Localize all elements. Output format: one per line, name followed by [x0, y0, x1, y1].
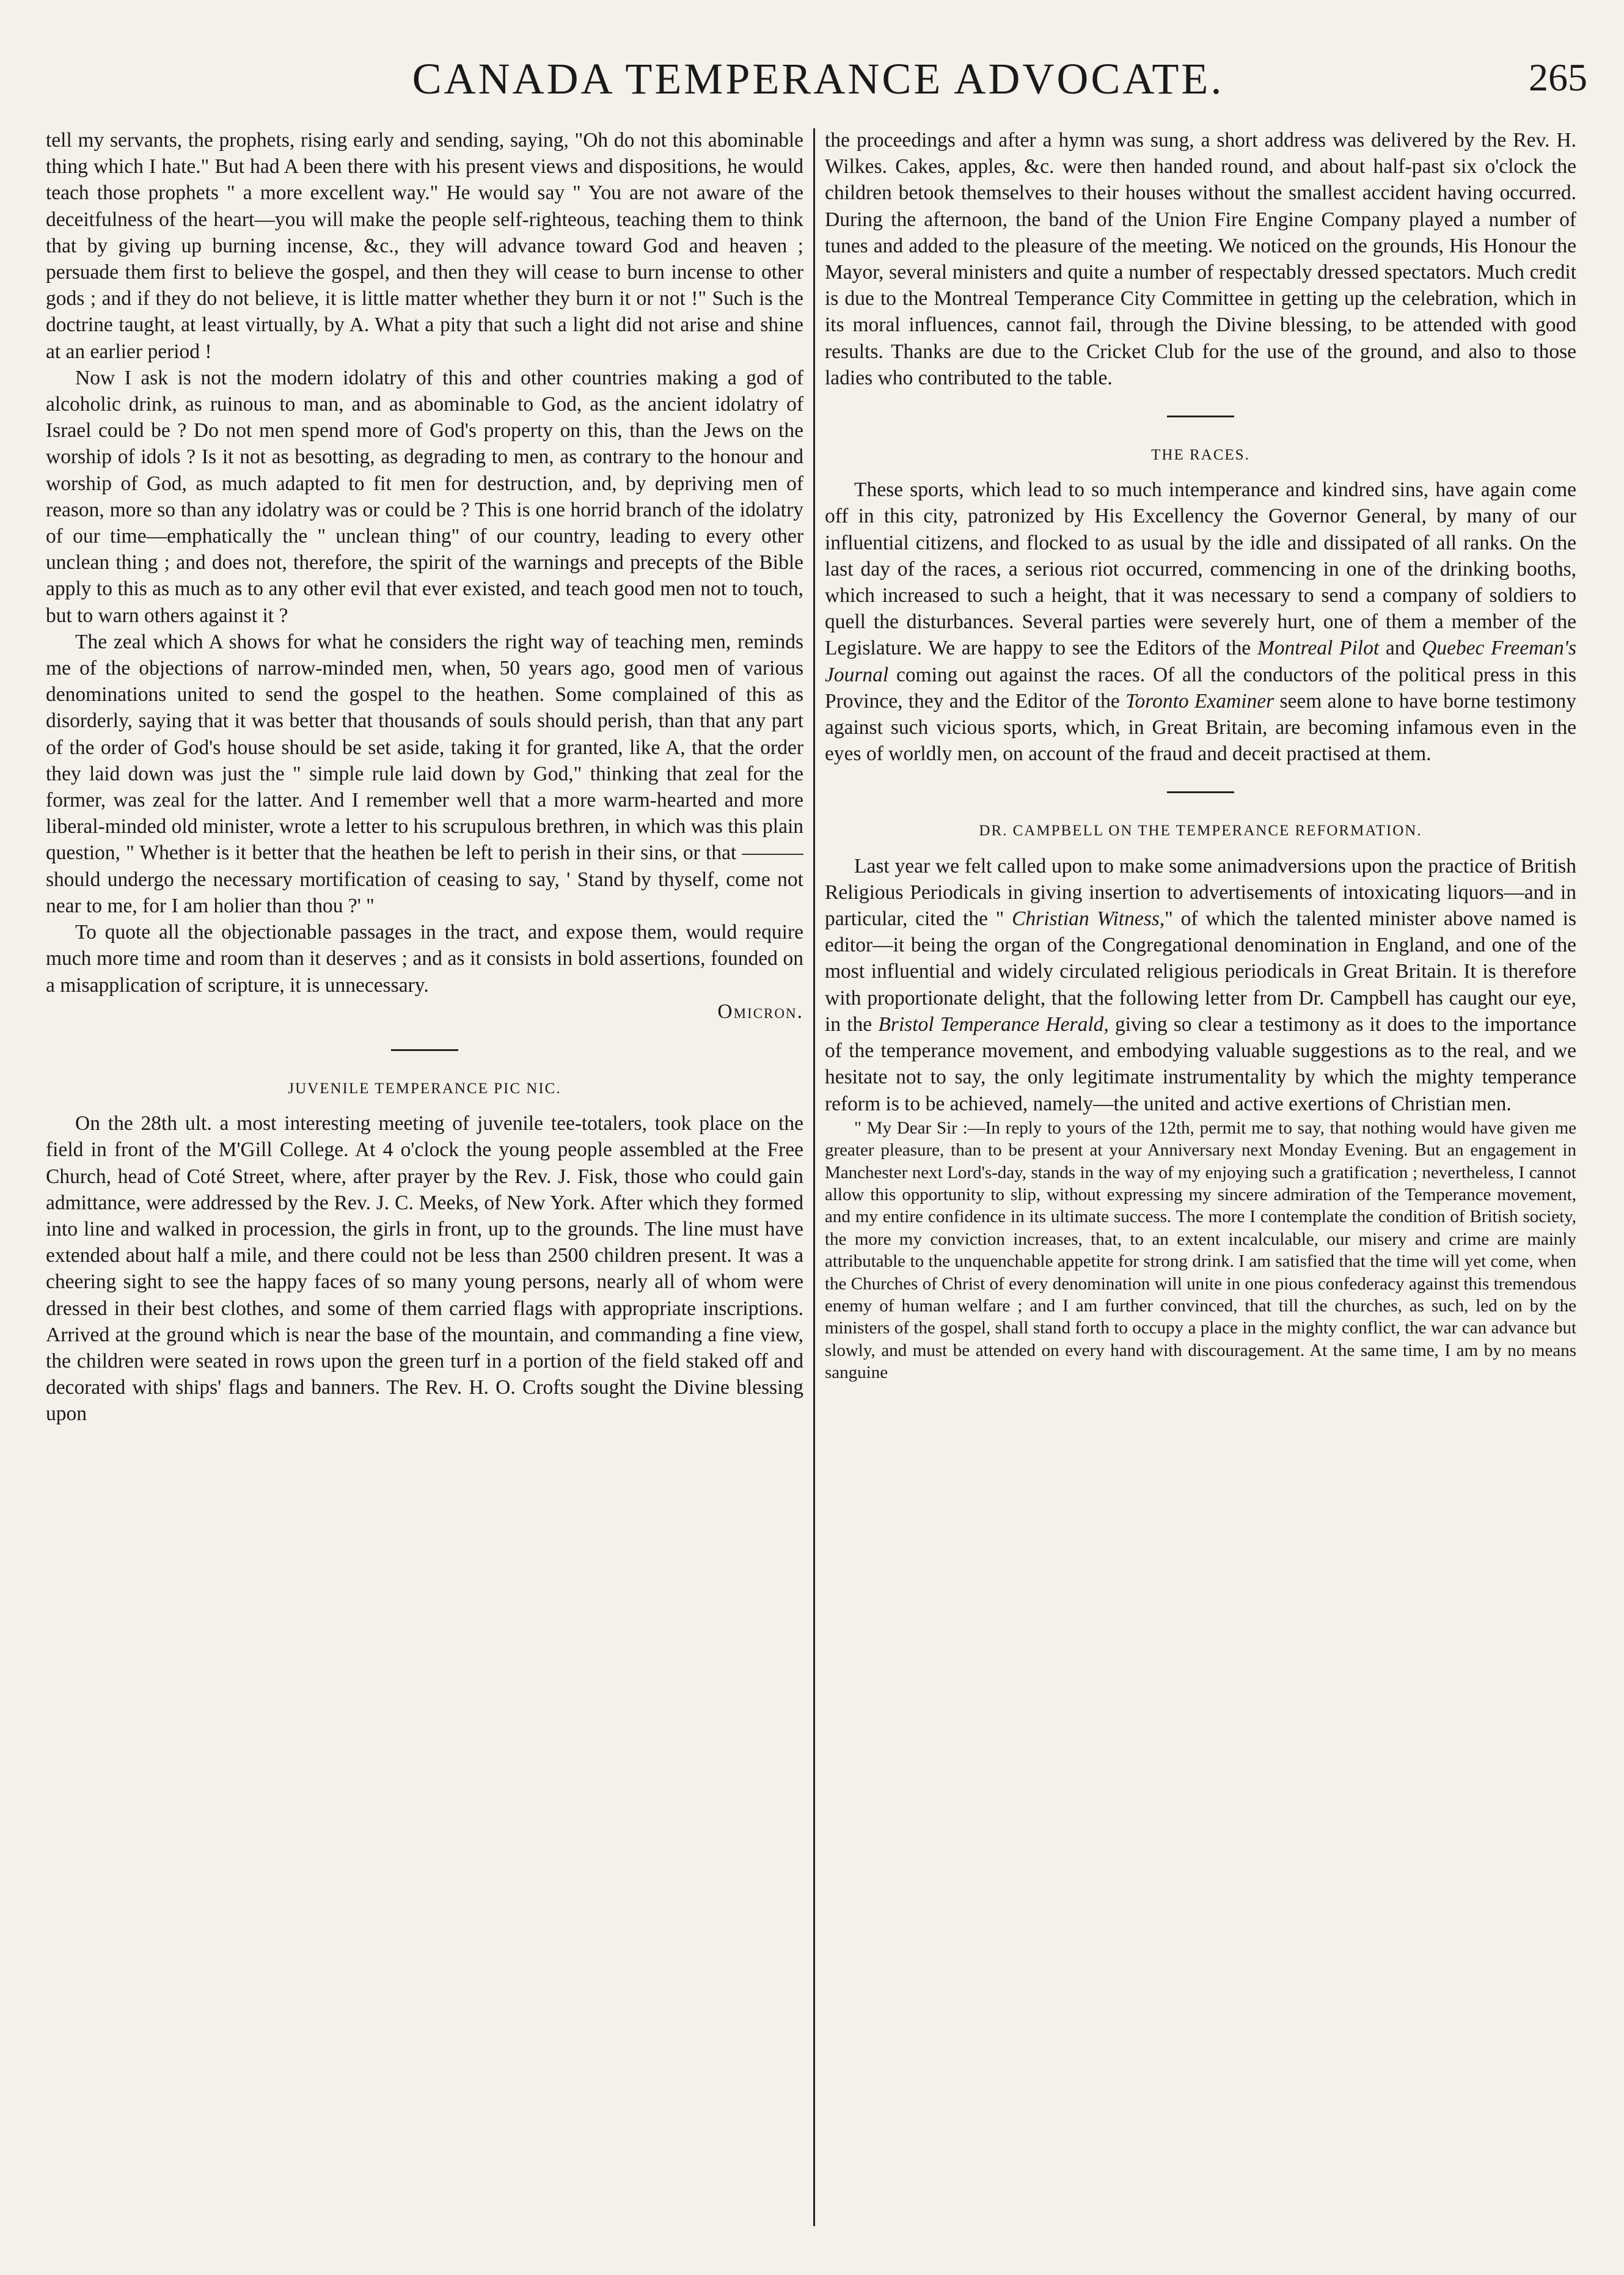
right-column — [825, 127, 1576, 2232]
text-run: These sports, which lead to so much intemperance and kindred sins, have again come off in this city, patronized by His Excellency the Governor General, by many of our influential citizens, and flocked to as usual by the idle and dissipated of all ranks. On the last day of the races, a serious riot occurred, commencing in one of the drinking booths, which increased to such a height, that it was necessary to send a company of soldiers to quell the disturbances. Several parties were severely hurt, one of them a member of the Legislature. We are happy to see the Editors of the — [825, 478, 1576, 660]
article-paragraph: Now I ask is not the modern idolatry of this and other countries making a god of alcoholic drink, as ruinous to man, and as abominable to God, as the ancient idolatry of Israel could be ? Do not men spend more of God's property on this, than the Jews on the worship of idols ? Is it not as besotting, as degrading to men, as contrary to the honour and worship of God, as much adapted to fit men for destruction, and, by depriving men of reason, more so than any idolatry was or could be ? This is one horrid branch of the idolatry of our time—emphatically the " unclean thing" of our country, leading to every other unclean thing ; and does not, therefore, the spirit of the warnings and precepts of the Bible apply to this as much as to any other evil that ever existed, and teach good men not to touch, but to warn others against it ? — [46, 366, 803, 627]
text-run: Last year we felt called upon to make some animadversions upon the practice of British Religious Periodicals in giving insertion to advertisements of intoxicating liquors—and in particular, cited the " — [825, 854, 1576, 931]
publication-name: Christian Witness, — [1012, 907, 1165, 931]
section-divider — [1167, 791, 1234, 793]
article-paragraph: tell my servants, the prophets, rising early and sending, saying, "Oh do not this abominable thing which I hate." But had A been there with his present views and dispositions, he would teach those prophets " a more excellent way." He would say " You are not aware of the deceitfulness of the heart—you will make the people self-righteous, teaching them to think that by giving up burning incense, &c., they will advance toward God and heaven ; persuade them first to believe the gospel, and then they will cease to burn incense to other gods ; and if they do not believe, it is little matter whether they burn it or not !" Such is the doctrine taught, at least virtually, by A. What a pity that such a light did not arise and shine at an earlier period ! — [46, 129, 803, 363]
section-divider — [1167, 416, 1234, 417]
article-paragraph: On the 28th ult. a most interesting meeting of juvenile tee-totalers, took place on the field in front of the M'Gill College. At 4 o'clock the young people assembled at the Free Church, head of Coté Street, where, after prayer by the Rev. J. Fisk, those who could gain admittance, were addressed by the Rev. J. C. Meeks, of New York. After which they formed into line and walked in procession, the girls in front, up to the grounds. The line must have extended about half a mile, and there could not be less than 2500 children present. It was a cheering sight to see the happy faces of so many young persons, nearly all of whom were dressed in their best clothes, and some of them carried flags with appropriate inscriptions. Arrived at the ground which is near the base of the mountain, and commanding a fine view, the children were seated in rows upon the green turf in a portion of the field staked off and decorated with ships' flags and banners. The Rev. H. O. Crofts sought the Divine blessing upon — [46, 1112, 803, 1426]
letter-paragraph: " My Dear Sir :—In reply to yours of the 12th, permit me to say, that nothing would have given me greater pleasure, than to be present at your Anniversary next Monday Evening. But an engagement in Manchester next Lord's-day, stands in the way of my enjoying such a gratification ; nevertheless, I cannot allow this opportunity to slip, without expressing my sincere admiration of the Temperance movement, and my entire confidence in its ultimate success. The more I contemplate the condition of British society, the more my conviction increases, that, to an extent incalculable, our misery and crime are mainly attributable to the unquenchable appetite for strong drink. I am satisfied that the time will yet come, when the Churches of Christ of every denomination will unite in one pious confederacy against this tremendous enemy of human welfare ; and I am further convinced, that till the churches, as such, led on by the ministers of the gospel, shall stand forth to occupy a place in the mighty conflict, the war can advance but slowly, and must be attended on every hand with discouragement. At the same time, I am by no means sanguine — [825, 1118, 1576, 1383]
section-heading: DR. CAMPBELL ON THE TEMPERANCE REFORMATION. — [979, 822, 1422, 840]
page-title: CANADA TEMPERANCE ADVOCATE. — [412, 54, 1224, 103]
page-header — [49, 54, 1587, 121]
publication-name: Toronto Examiner — [1125, 689, 1275, 713]
article-paragraph: The zeal which A shows for what he considers the right way of teaching men, reminds me of the objections of narrow-minded men, when, 50 years ago, good men of various denominations united to send the gospel to the heathen. Some complained of this as disorderly, saying that it was better that thousands of souls should perish, than that any part of the order of God's house should be set aside, taking it for granted, like A, that the order they laid down was just the " simple rule laid down by God," thinking that zeal for the former, was zeal for the latter. And I remember well that a more warm-hearted and more liberal-minded old minister, wrote a letter to his scrupulous brethren, in which was this plain question, " Whether is it better that the heathen be left to perish in their sins, or that ——— should undergo the necessary mortification of ceasing to say, ' Stand by thyself, come not near to me, for I am holier than thou ?' " — [46, 630, 803, 917]
page-number: 265 — [1529, 56, 1587, 99]
publication-name: Quebec Freeman's Journal — [825, 637, 1576, 686]
section-heading: THE RACES. — [1151, 447, 1250, 464]
article-paragraph: the proceedings and after a hymn was sung, a short address was delivered by the Rev. H. Wilkes. Cakes, apples, &c. were then handed round, and about half-past six o'clock the children betook themselves to their houses without the smallest accident having occurred. During the afternoon, the band of the Union Fire Engine Company played a number of tunes and added to the pleasure of the meeting. We noticed on the grounds, His Honour the Mayor, several ministers and quite a number of respectably dressed spectators. Much credit is due to the Montreal Temperance City Committee in getting up the celebration, which in its moral influences, cannot fail, through the Divine blessing, to be attended with good results. Thanks are due to the Cricket Club for the use of the ground, and also to those ladies who contributed to the table. — [825, 129, 1576, 389]
article-paragraph — [825, 477, 1576, 767]
author-signature: Omicron. — [717, 1000, 803, 1023]
left-column — [46, 127, 803, 2232]
section-heading: JUVENILE TEMPERANCE PIC NIC. — [288, 1080, 561, 1097]
text-run: seem alone to have borne testimony against such vicious sports, which, in Great Britain, are becoming infamous even in the eyes of worldly men, on account of the fraud and deceit practised at them. — [825, 689, 1576, 766]
article-paragraph: To quote all the objectionable passages in the tract, and expose them, would require much more time and room than it deserves ; and as it consists in bold assertions, founded on a misapplication of scripture, it is unnecessary. — [46, 921, 803, 997]
text-run: and — [1379, 637, 1422, 660]
text-run: " of which the talented minister above named is editor—it being the organ of the Congregational denomination in England, and one of the most influential and widely circulated religious periodicals in Great Britain. It is therefore with proportionate delight, that the following letter from Dr. Campbell has caught our eye, in the — [825, 907, 1576, 1036]
column-rule — [813, 128, 815, 2226]
publication-name: Bristol Temperance Herald, — [878, 1013, 1109, 1036]
text-run: giving so clear a testimony as it does to the importance of the temperance movement, and embodying valuable suggestions as to the real, and we hesitate not to say, the only legitimate instrumentality by which the mighty temperance reform is to be achieved, namely—the united and active exertions of Christian men. — [825, 1013, 1576, 1115]
article-paragraph — [825, 853, 1576, 1117]
publication-name: Montreal Pilot — [1257, 637, 1380, 660]
section-divider — [391, 1049, 458, 1051]
text-run: coming out against the races. Of all the conductors of the political press in this Province, they and the Editor of the — [825, 663, 1576, 713]
